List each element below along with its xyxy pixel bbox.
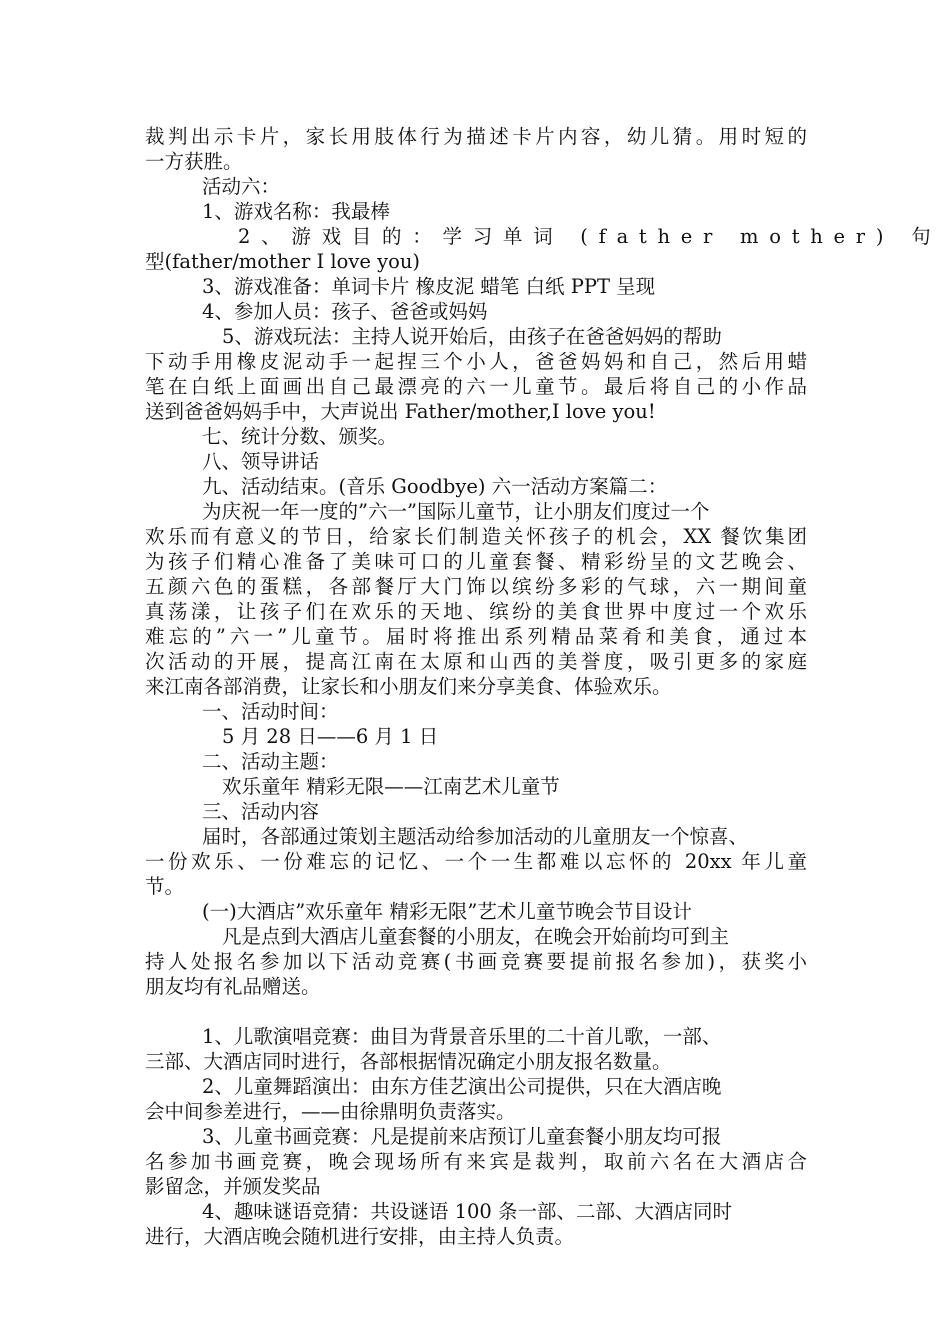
text-line: 七、统计分数、颁奖。 <box>202 425 398 448</box>
text-line: 欢乐而有意义的节日，给家长们制造关怀孩子的机会，XX 餐饮集团 <box>145 525 807 548</box>
text-line: 裁判出示卡片，家长用肢体行为描述卡片内容，幼儿猜。用时短的 <box>145 125 807 148</box>
text-line: 1、游戏名称：我最棒 <box>202 200 390 223</box>
text-line: 1、儿歌演唱竞赛：曲目为背景音乐里的二十首儿歌，一部、 <box>202 1025 722 1048</box>
text-line: 次活动的开展，提高江南在太原和山西的美誉度，吸引更多的家庭 <box>145 650 807 673</box>
text-line: 三部、大酒店同时进行，各部根据情况确定小朋友报名数量。 <box>145 1050 672 1073</box>
text-line: 进行，大酒店晚会随机进行安排，由主持人负责。 <box>145 1225 575 1248</box>
text-line: 下动手用橡皮泥动手一起捏三个小人，爸爸妈妈和自己，然后用蜡 <box>145 350 807 373</box>
text-line: 一方获胜。 <box>145 150 243 173</box>
text-line: 二、活动主题： <box>202 750 339 773</box>
text-line: 凡是点到大酒店儿童套餐的小朋友，在晚会开始前均可到主 <box>222 925 730 948</box>
text-line: 名参加书画竞赛，晚会现场所有来宾是裁判，取前六名在大酒店合 <box>145 1150 807 1173</box>
text-line: 持人处报名参加以下活动竞赛(书画竞赛要提前报名参加)，获奖小 <box>145 950 807 973</box>
text-line: 活动六： <box>202 175 281 198</box>
text-line: 来江南各部消费，让家长和小朋友们来分享美食、体验欢乐。 <box>145 675 672 698</box>
text-line: 4、趣味谜语竞猜：共设谜语 100 条一部、二部、大酒店同时 <box>202 1200 733 1223</box>
text-line: 会中间参差进行，——由徐鼎明负责落实。 <box>145 1100 516 1123</box>
text-line: 节。 <box>145 875 185 898</box>
text-line: 一、活动时间： <box>202 700 339 723</box>
text-line: 5 月 28 日——6 月 1 日 <box>222 725 439 748</box>
text-line: 真荡漾，让孩子们在欢乐的天地、缤纷的美食世界中度过一个欢乐 <box>145 600 807 623</box>
text-line: 2、游戏目的：学习单词 (father mother) 句 <box>238 225 942 248</box>
text-line: 笔在白纸上面画出自己最漂亮的六一儿童节。最后将自己的小作品 <box>145 375 807 398</box>
text-line: 届时，各部通过策划主题活动给参加活动的儿童朋友一个惊喜、 <box>202 825 749 848</box>
text-line: 九、活动结束。(音乐 Goodbye) 六一活动方案篇二： <box>202 475 668 498</box>
text-line: 难忘的”六一”儿童节。届时将推出系列精品菜肴和美食，通过本 <box>145 625 807 648</box>
text-line: 3、儿童书画竞赛：凡是提前来店预订儿童套餐小朋友均可报 <box>202 1125 722 1148</box>
text-line: 三、活动内容 <box>202 800 320 823</box>
text-line: 欢乐童年 精彩无限——江南艺术儿童节 <box>222 775 560 798</box>
text-line: 3、游戏准备：单词卡片 橡皮泥 蜡笔 白纸 PPT 呈现 <box>202 275 656 298</box>
text-line: 朋友均有礼品赠送。 <box>145 975 321 998</box>
text-line: 5、游戏玩法：主持人说开始后，由孩子在爸爸妈妈的帮助 <box>222 325 722 348</box>
text-line: 一份欢乐、一份难忘的记忆、一个一生都难以忘怀的 20xx 年儿童 <box>145 850 807 873</box>
text-line: 八、领导讲话 <box>202 450 320 473</box>
text-line: 为庆祝一年一度的”六一”国际儿童节，让小朋友们度过一个 <box>202 500 710 523</box>
text-line: 2、儿童舞蹈演出：由东方佳艺演出公司提供，只在大酒店晚 <box>202 1075 722 1098</box>
text-line: 送到爸爸妈妈手中，大声说出 Father/mother,I love you! <box>145 400 656 423</box>
text-line: 五颜六色的蛋糕，各部餐厅大门饰以缤纷多彩的气球，六一期间童 <box>145 575 807 598</box>
text-line: 影留念，并颁发奖品 <box>145 1175 321 1198</box>
text-line: 为孩子们精心准备了美味可口的儿童套餐、精彩纷呈的文艺晚会、 <box>145 550 807 573</box>
text-line: 4、参加人员：孩子、爸爸或妈妈 <box>202 300 488 323</box>
text-line: 型(father/mother I love you) <box>145 250 421 273</box>
text-line: (一)大酒店”欢乐童年 精彩无限”艺术儿童节晚会节目设计 <box>202 900 692 923</box>
